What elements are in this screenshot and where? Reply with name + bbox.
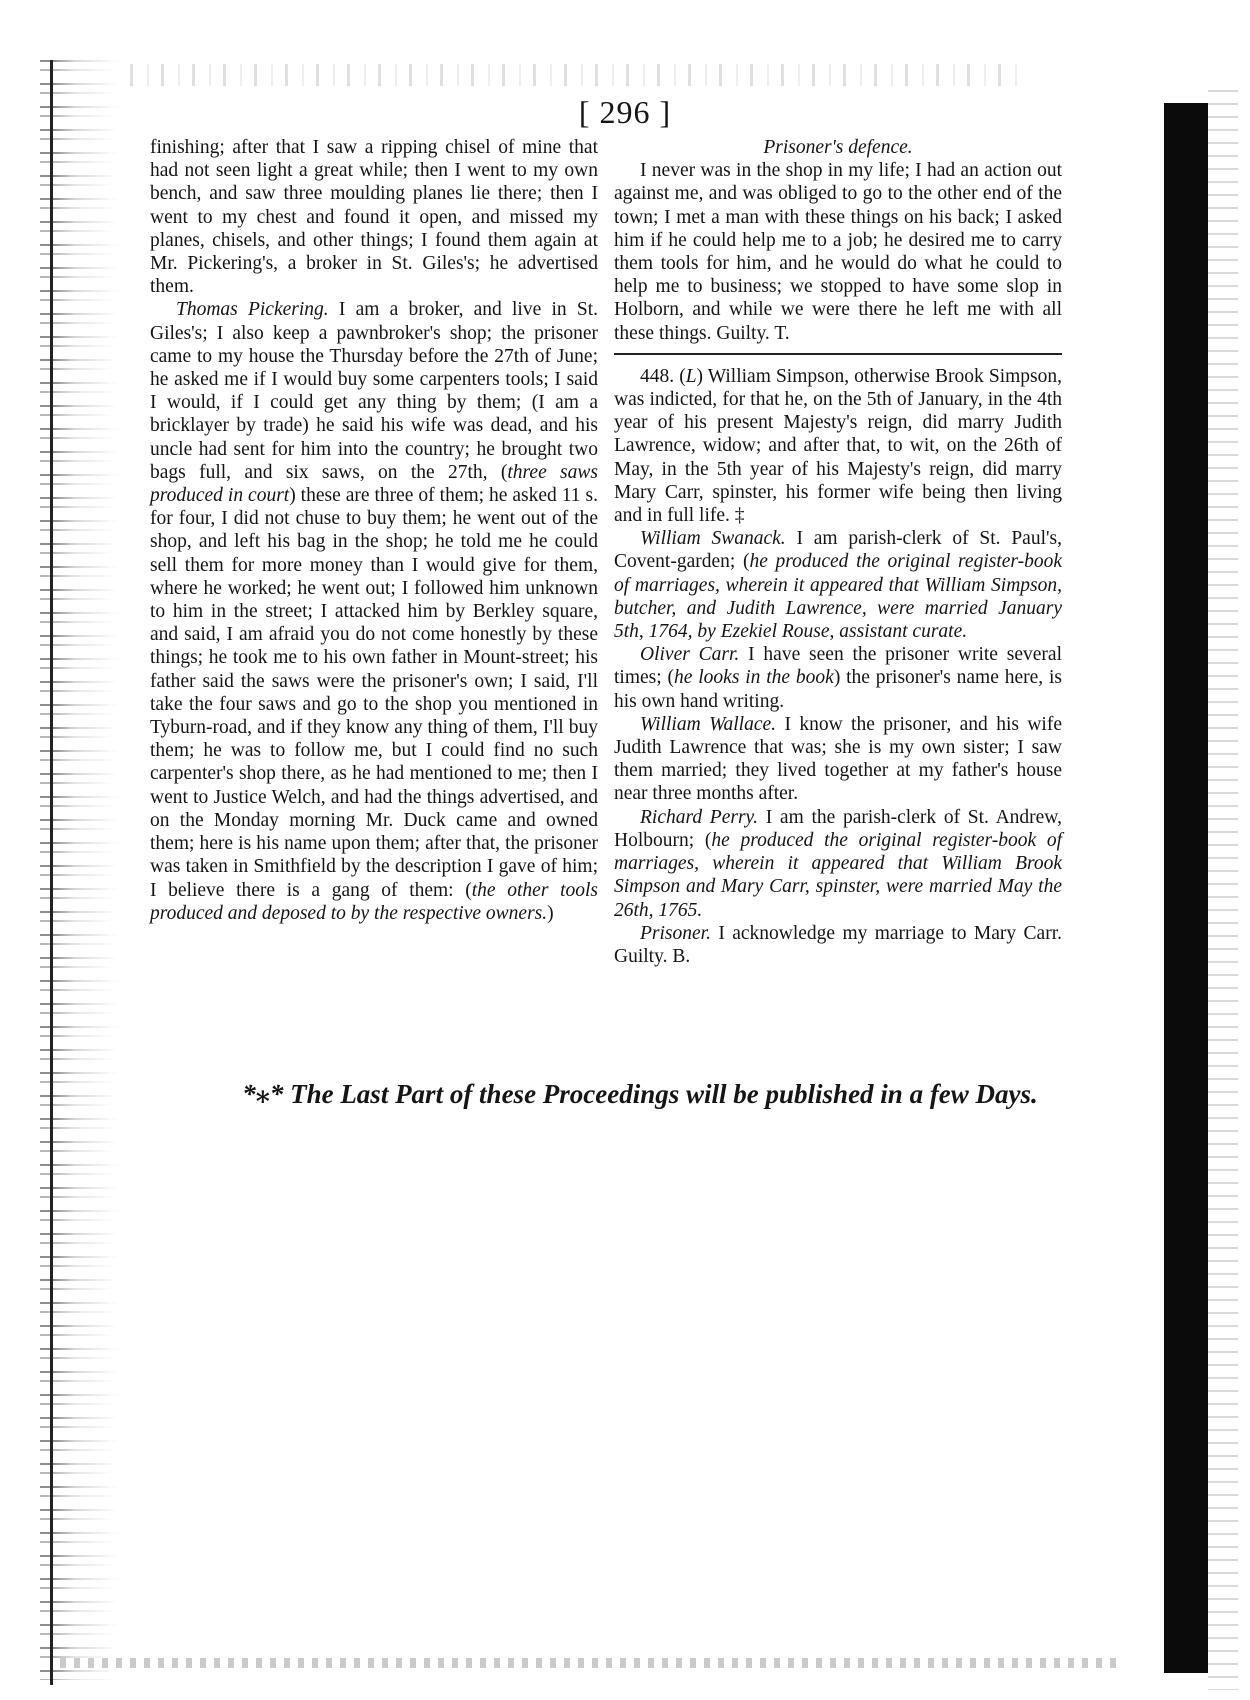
- testimony-text: I know the prisoner, and his wife Judith Lawrence that was; she is my own sister; I saw them married; they lived together at my father's house near three months after.: [614, 713, 1062, 805]
- testimony-paragraph: [614, 922, 1062, 968]
- testimony-text: I never was in the shop in my life; I had an action out against me, and was obliged to go to the other end of the town; I met a man with these things on his back; I asked him if he could help me to a job; he desired me to carry them tools for him, and he would do what he could to help me to business; we stopped to have some slop in Holborn, and while we were there he left me with all these things. Guilty. T.: [614, 160, 1062, 344]
- stage-direction: L: [685, 365, 697, 387]
- testimony-text: ) William Simpson, otherwise Brook Simpson, was indicted, for that he, on the 5th of January, in the 4th year of his present Majesty's reign, did marry Judith Lawrence, widow; and after that, to wit, on the 26th of May, in the 5th year of his Majesty's reign, did marry Mary Carr, spinster, his former wife being then living and in full life. ‡: [614, 365, 1062, 527]
- testimony-text: I acknowledge my marriage to Mary Carr. Guilty. B.: [614, 922, 1062, 967]
- speaker-name: William Wallace.: [640, 713, 777, 735]
- speaker-name: Richard Perry.: [640, 806, 759, 828]
- left-column: [150, 136, 598, 925]
- scan-noise-bottom: [60, 1658, 1120, 1668]
- speaker-name: William Swanack.: [640, 528, 786, 550]
- testimony-paragraph: [150, 298, 598, 924]
- testimony-text: I am a broker, and live in St. Giles's; I also keep a pawnbroker's shop; the prisoner came to my house the Thursday before the 27th of June; he asked me if I would buy some carpenters tools; I said I would, if I could get any thing by them; (I am a bricklayer by trade) he said his wife was dead, and his uncle had sent for him into the country; he brought two bags full, and six saws, on the 27th, (: [150, 299, 598, 483]
- testimony-text: I have seen the prisoner write several times; (: [614, 644, 1062, 689]
- testimony-paragraph: [614, 713, 1062, 806]
- testimony-paragraph: [614, 159, 1062, 345]
- testimony-paragraph: [614, 806, 1062, 922]
- page-number: [ 296 ]: [578, 94, 672, 130]
- scan-binding-line: [50, 60, 53, 1685]
- testimony-text: ) these are three of them; he asked 11 s. for four, I did not chuse to buy them; he went out of the shop, and left his bag in the shop; he told me he could sell them for more money than I would give for them, where he worked; he went out; I followed him unknown to him in the street; I attacked him by Berkley square, and said, I am afraid you do not come honestly by these things; he took me to his own father in Mount-street; his father said the saws were the prisoner's own; I said, I'll take the four saws and go to the shop you mentioned in Tyburn-road, and if they know any thing of them, I'll buy them; he was to follow me, but I could find no such carpenter's shop there, as he had mentioned to me; then I went to Justice Welch, and had the things advertised, and on the Monday morning Mr. Duck came and owned them; here is his name upon them; after that, the prisoner was taken in Smithfield by the description I gave of him; I believe there is a gang of them: (: [150, 485, 598, 901]
- testimony-paragraph: [614, 527, 1062, 643]
- testimony-text: ): [547, 902, 554, 924]
- stage-direction: the other tools produced and deposed to by the respective owners.: [150, 879, 598, 924]
- speaker-name: Prisoner.: [640, 922, 711, 944]
- closing-notice: *⁎* The Last Part of these Proceedings will be published in a few Days.: [242, 1079, 1038, 1109]
- speaker-name: Thomas Pickering.: [176, 299, 329, 321]
- stage-direction: he produced the original register-book of marriages, wherein it appeared that William Brook Simpson and Mary Carr, spinster, were married May the 26th, 1765.: [614, 829, 1063, 921]
- testimony-text: I am the parish-clerk of St. Andrew, Holbourn; (: [614, 806, 1062, 851]
- testimony-text: ) the prisoner's name here, is his own hand writing.: [614, 667, 1062, 712]
- scan-noise-top: [130, 64, 1020, 86]
- testimony-text: I am parish-clerk of St. Paul's, Covent-garden; (: [614, 528, 1062, 573]
- testimony-paragraph: [614, 643, 1062, 713]
- scan-noise-right: [1208, 90, 1238, 1690]
- right-column: [614, 136, 1062, 968]
- stage-direction: he looks in the book: [674, 667, 834, 689]
- paragraph: finishing; after that I saw a ripping chisel of mine that had not seen light a great while; then I went to my own bench, and saw three moulding planes lie there; then I went to my chest and found it open, and missed my planes, chisels, and other things; I found them again at Mr. Pickering's, a broker in St. Giles's; he advertised them.: [150, 137, 598, 298]
- stage-direction: he produced the original register-book of marriages, wherein it appeared that William Simpson, butcher, and Judith Lawrence, were married January 5th, 1764, by Ezekiel Rouse, assistant curate.: [614, 551, 1062, 643]
- section-heading: Prisoner's defence.: [763, 137, 913, 158]
- speaker-name: Oliver Carr.: [640, 644, 740, 666]
- testimony-paragraph: [614, 365, 1062, 527]
- scan-dark-edge: [1164, 103, 1208, 1673]
- stage-direction: three saws produced in court: [150, 461, 598, 507]
- section-divider: [614, 353, 1062, 355]
- testimony-text: 448. (: [640, 365, 686, 387]
